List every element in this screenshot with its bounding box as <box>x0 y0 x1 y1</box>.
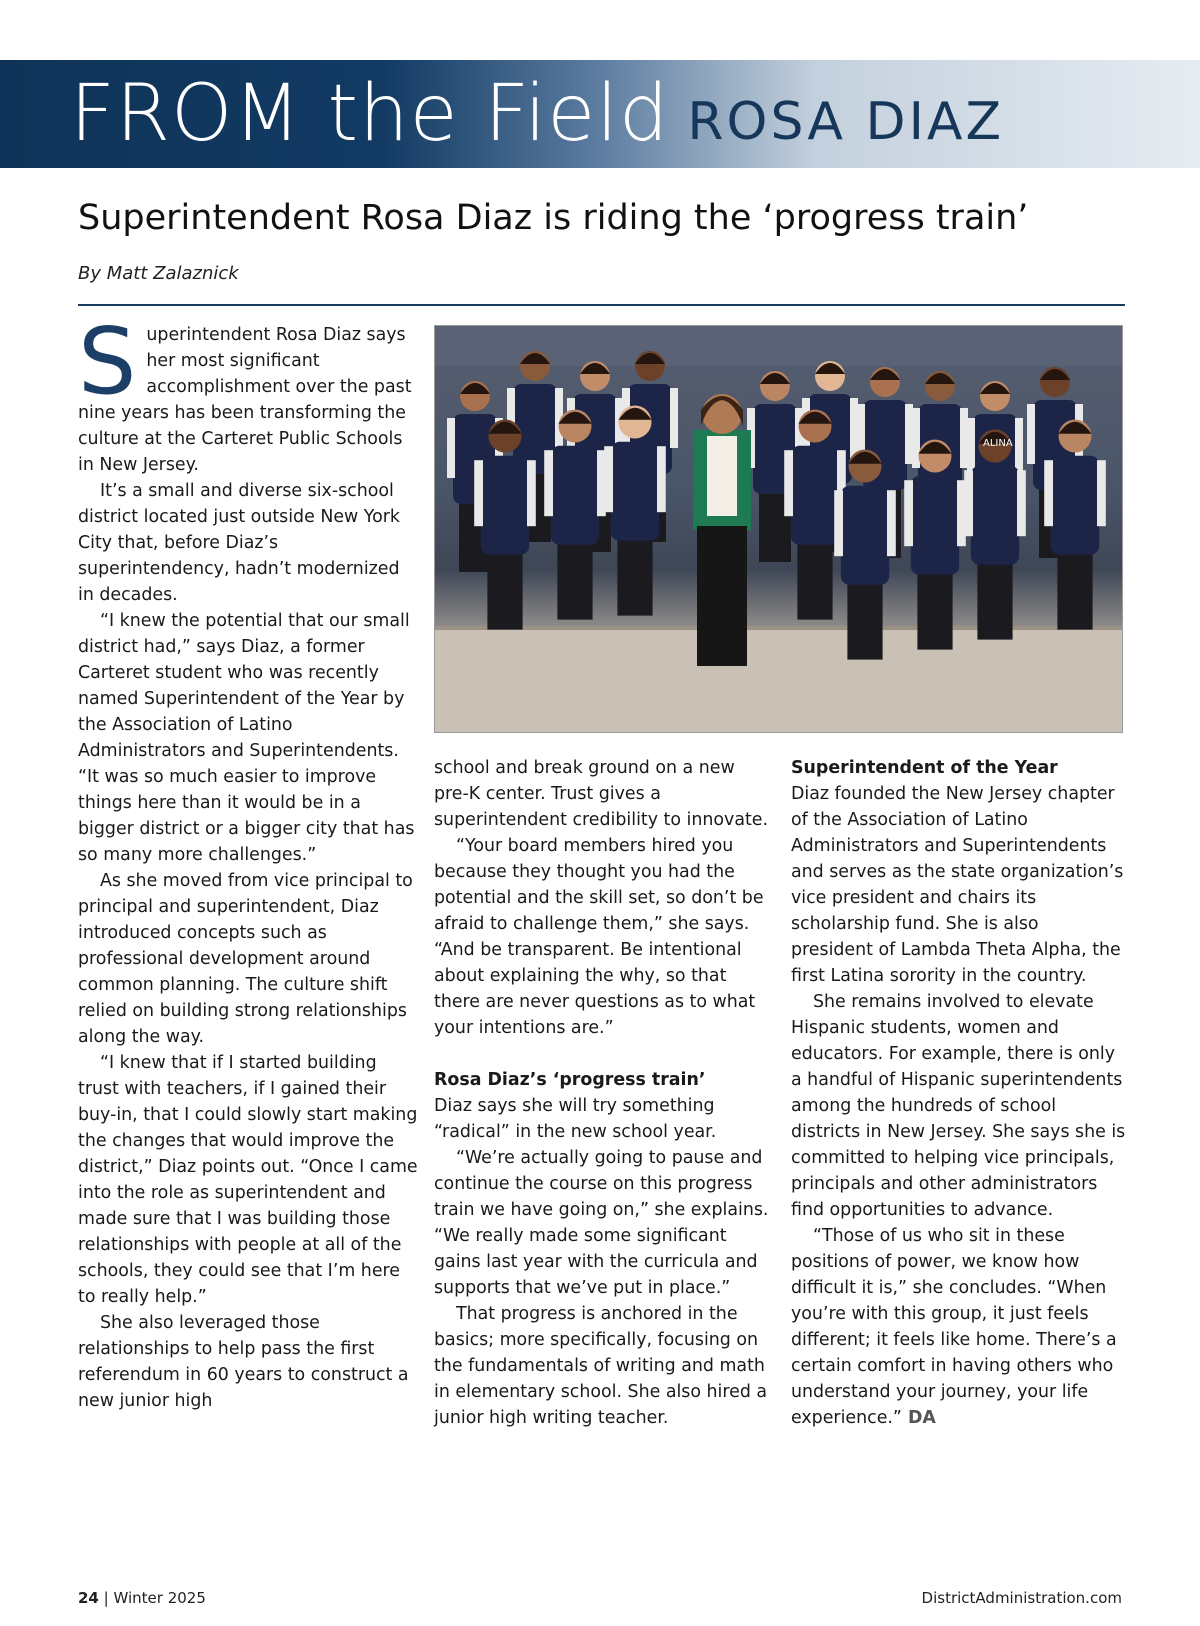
subhead-superintendent-of-year: Superintendent of the Year <box>791 758 1058 778</box>
body-paragraph: Diaz says she will try something “radical” in the new school year. <box>434 1096 717 1142</box>
end-mark-logo: DA <box>907 1408 936 1428</box>
group-photo-illustration <box>435 326 1123 733</box>
article-column-1 <box>78 308 418 1414</box>
subhead-progress-train: Rosa Diaz’s ‘progress train’ <box>434 1070 706 1090</box>
body-paragraph: That progress is anchored in the basics; more specifically, focusing on the fundamentals of writing and math in elementary school. She also hired a junior high writing teacher. <box>434 1304 768 1428</box>
body-paragraph: As she moved from vice principal to principal and superintendent, Diaz introduced concepts such as professional development around common planning. The culture shift relied on building strong relationships along the way. <box>78 871 413 1047</box>
article-headline: Superintendent Rosa Diaz is riding the ‘progress train’ <box>78 198 1029 238</box>
body-paragraph: It’s a small and diverse six-school district located just outside New York City that, before Diaz’s superintendency, hadn’t modernized in decades. <box>78 481 400 605</box>
section-subject-name: ROSA DIAZ <box>687 92 1005 152</box>
body-paragraph: “We’re actually going to pause and continue the course on this progress train we have going on,” she explains. “We really made some significant gains last year with the curricula and supports that we’ve put in place.” <box>434 1148 769 1298</box>
page-number: 24 <box>78 1589 99 1607</box>
body-paragraph: “I knew that if I started building trust with teachers, if I gained their buy-in, that I could slowly start making the changes that would improve the district,” Diaz points out. “Once I came into the role as superintendent and made sure that I was building those relationships with people at all of the schools, they could see that I’m here to really help.” <box>78 1053 418 1307</box>
jacket-text: ALINA <box>983 438 1013 449</box>
footer-separator: | <box>103 1589 109 1607</box>
body-paragraph: “Your board members hired you because they thought you had the potential and the skill set, so don’t be afraid to challenge them,” she says. “And be transparent. Be intentional about explaining the why, so that there are never questions as to what your intentions are.” <box>434 836 764 1038</box>
body-paragraph: Diaz founded the New Jersey chapter of the Association of Latino Administrators and Superintendents and serves as the state organization’s vice president and chairs its scholarship fund. She is also president of Lambda Theta Alpha, the first Latina sorority in the country. <box>791 784 1124 986</box>
drop-cap: S <box>78 308 137 415</box>
footer-page-info <box>78 1589 206 1607</box>
article-column-2 <box>434 755 769 1431</box>
body-paragraph: “I knew the potential that our small district had,” says Diaz, a former Carteret student who was recently named Superintendent of the Year by the Association of Latino Administrators and Superintendents. “It was so much easier to improve things here than it would be in a bigger district or a bigger city that has so many more challenges.” <box>78 611 415 865</box>
article-byline: By Matt Zalaznick <box>78 263 239 284</box>
headline-rule <box>78 304 1125 306</box>
body-paragraph: She also leveraged those relationships to help pass the first referendum in 60 years to construct a new junior high <box>78 1313 409 1411</box>
article-column-3 <box>791 755 1126 1431</box>
footer-site: DistrictAdministration.com <box>921 1589 1122 1607</box>
body-paragraph: She remains involved to elevate Hispanic students, women and educators. For example, there is only a handful of Hispanic superintendents among the hundreds of school districts in New Jersey. She says she is committed to helping vice principals, principals and other administrators find opportunities to advance. <box>791 992 1126 1220</box>
lead-paragraph: Superintendent Rosa Diaz says her most significant accomplishment over the past nine years has been transforming the culture at the Carteret Public Schools in New Jersey. <box>78 308 412 475</box>
body-paragraph: “Those of us who sit in these positions of power, we know how difficult it is,” she concludes. “When you’re with this group, it just feels different; it feels like home. There’s a certain comfort in having others who understand your journey, your life experience.” DA <box>791 1226 1117 1428</box>
section-kicker: FROM the Field <box>70 69 670 159</box>
issue-date: Winter 2025 <box>113 1589 206 1607</box>
group-photo <box>434 325 1123 733</box>
section-banner <box>0 60 1200 168</box>
body-paragraph: school and break ground on a new pre-K center. Trust gives a superintendent credibility to innovate. <box>434 758 769 830</box>
